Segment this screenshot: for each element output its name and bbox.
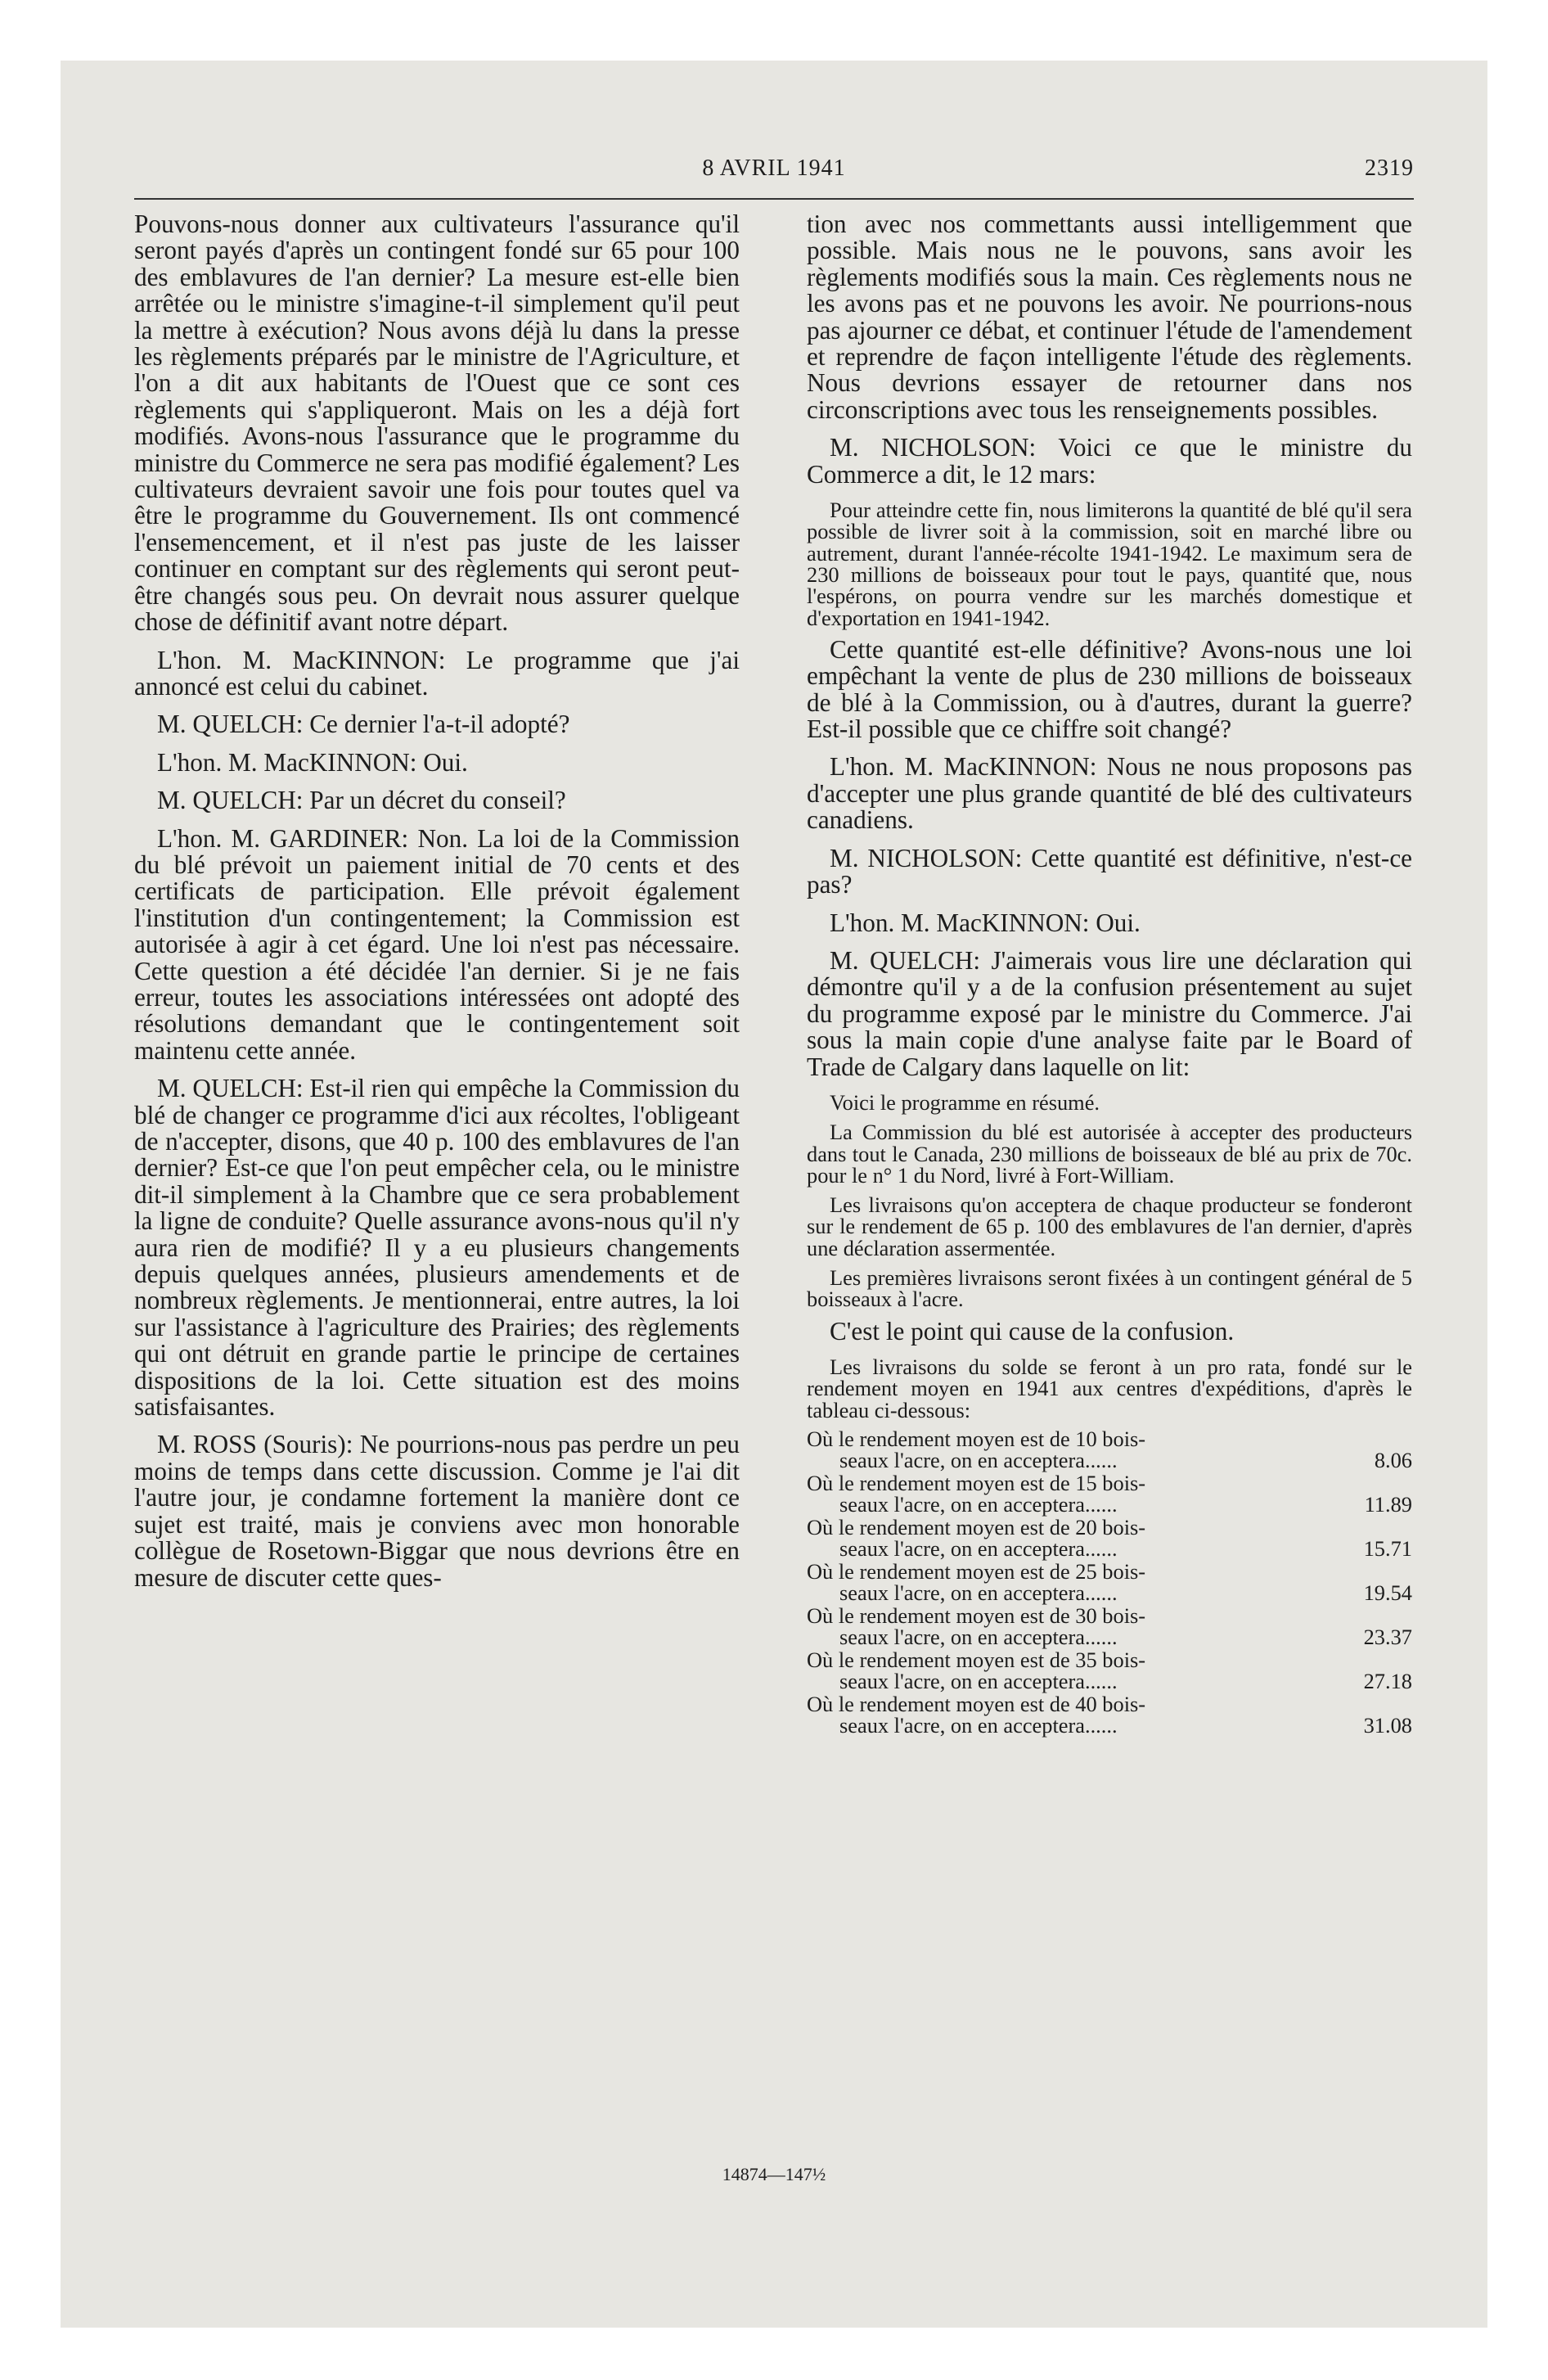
yield-row-text: seaux l'acre, on en acceptera...... (839, 1713, 1118, 1738)
quotation: Les premières livraisons seront fixées à un contingent général de 5 boisseaux à l'acre. (807, 1265, 1412, 1312)
page-number: 2319 (1365, 156, 1414, 181)
yield-row-value: 8.06 (1374, 1447, 1412, 1472)
yield-row-value: 27.18 (1363, 1669, 1412, 1694)
paragraph: Pouvons-nous donner aux cultivateurs l'assurance qu'il seront payés d'après un contingent fondé sur 65 pour 100 des emblavures de l'an dernier? La mesure est-elle bien arrêtée ou le ministre s'imagine-t-il simplement qu'il peut la mettre à exécution? Nous avons déjà lu dans la presse les règlements préparés par le ministre de l'Agriculture, et l'on a dit aux habitants de l'Ouest que ce sont ces règlements qui s'appliqueront. Mais on les a déjà fort modifiés. Avons-nous l'assurance que le programme du ministre du Commerce ne sera pas modifié également? Les cultivateurs devraient savoir une fois pour toutes quel va être le programme du Gouvernement. Ils ont commencé l'ensemencement, et il n'est pas juste de les laisser continuer en comptant sur des règlements qui seront peut-être changés sous peu. On devrait nous assurer quelque chose de définitif avant notre départ. (134, 210, 740, 637)
paragraph: L'hon. M. MacKINNON: Oui. (830, 908, 1141, 937)
paragraph: M. QUELCH: Par un décret du conseil? (157, 786, 566, 815)
yield-row-text: Où le rendement moyen est de 25 bois- (807, 1559, 1146, 1584)
quotation: Les livraisons qu'on acceptera de chaque producteur se fonderont sur le rendement de 65 p. 100 des emblavures de l'an dernier, d'après une déclaration assermentée. (807, 1192, 1412, 1260)
yield-row (807, 1473, 1412, 1516)
paragraph: M. NICHOLSON: Cette quantité est définitive, n'est-ce pas? (807, 843, 1412, 899)
yield-row (807, 1603, 1412, 1650)
header-rule (134, 198, 1414, 200)
text-columns (134, 211, 1414, 2143)
yield-row-text: seaux l'acre, on en acceptera...... (839, 1580, 1118, 1605)
paragraph: L'hon. M. MacKINNON: Nous ne nous proposons pas d'accepter une plus grande quantité de blé des cultivateurs canadiens. (807, 752, 1412, 835)
yield-table (807, 1426, 1412, 1738)
paragraph: M. NICHOLSON: Voici ce que le ministre du Commerce a dit, le 12 mars: (807, 433, 1412, 489)
yield-row-value: 19.54 (1363, 1580, 1412, 1605)
paragraph: C'est le point qui cause de la confusion. (830, 1316, 1235, 1346)
yield-row-text: seaux l'acre, on en acceptera...... (839, 1669, 1118, 1694)
yield-row (807, 1517, 1412, 1560)
paragraph: L'hon. M. MacKINNON: Le programme que j'ai annoncé est celui du cabinet. (134, 645, 740, 701)
yield-row (807, 1559, 1412, 1605)
quotation: La Commission du blé est autorisée à accepter des producteurs dans tout le Canada, 230 millions de boisseaux de blé au prix de 70c. pour le n° 1 du Nord, livré à Fort-William. (807, 1120, 1412, 1188)
yield-row (807, 1426, 1412, 1472)
yield-row-text: Où le rendement moyen est de 35 bois- (807, 1648, 1146, 1673)
yield-row-text: Où le rendement moyen est de 15 bois- (807, 1471, 1146, 1495)
page-header (134, 156, 1414, 193)
printer-signature: 14874—147½ (722, 2164, 826, 2184)
paragraph: M. ROSS (Souris): Ne pourrions-nous pas perdre un peu moins de temps dans cette discussion. Comme je l'ai dit l'autre jour, je condamne fortement la manière dont ce sujet est traité, mais je conviens avec mon honorable collègue de Rosetown-Biggar que nous devrions être en mesure de discuter cette ques- (134, 1430, 740, 1592)
paragraph: L'hon. M. GARDINER: Non. La loi de la Commission du blé prévoit un paiement initial de 70 cents et des certificats de participation. Elle prévoit également l'institution d'un contingentement; la Commission est autorisée à agir à cet égard. Une loi n'est pas nécessaire. Cette question a été décidée l'an dernier. Si je ne fais erreur, toutes les associations intéressées ont adopté des résolutions demandant que le contingentement soit maintenu cette année. (134, 823, 740, 1065)
yield-row-text: seaux l'acre, on en acceptera...... (839, 1625, 1118, 1650)
paragraph: M. QUELCH: Ce dernier l'a-t-il adopté? (157, 710, 570, 739)
quotation: Voici le programme en résumé. (830, 1089, 1100, 1115)
yield-row-text: seaux l'acre, on en acceptera...... (839, 1535, 1118, 1561)
quotation: Pour atteindre cette fin, nous limiterons la quantité de blé qu'il sera possible de livrer soit à la commission, soit en marché libre ou autrement, durant l'année-récolte 1941-1942. Le maximum sera de 230 millions de boisseaux pour tout le pays, quantité que, nous l'espérons, on pourra vendre sur les marchés domestique et d'exportation en 1941-1942. (807, 498, 1412, 630)
paragraph: M. QUELCH: Est-il rien qui empêche la Commission du blé de changer ce programme d'ici aux récoltes, l'obligeant de n'accepter, disons, que 40 p. 100 des emblavures de l'an dernier? Est-ce que l'on peut empêcher cela, ou le ministre dit-il simplement à la Chambre que ce sera probablement la ligne de conduite? Quelle assurance avons-nous qu'il n'y aura rien de modifié? Il y a eu plusieurs changements depuis quelques années, plusieurs amendements et de nombreux règlements. Je mentionnerai, entre autres, la loi sur l'assistance à l'agriculture des Prairies; des règlements qui ont détruit en grande partie le principe de certaines dispositions de la loi. Cette situation est des moins satisfaisantes. (134, 1074, 740, 1422)
yield-row-text: seaux l'acre, on en acceptera...... (839, 1491, 1118, 1517)
hansard-page (134, 156, 1414, 2251)
paragraph: Cette quantité est-elle définitive? Avons-nous une loi empêchant la vente de plus de 230 millions de boisseaux de blé à la Commission, ou à d'autres, durant la guerre? Est-il possible que ce chiffre soit changé? (807, 634, 1412, 744)
yield-row-text: Où le rendement moyen est de 10 bois- (807, 1426, 1146, 1451)
yield-row-text: Où le rendement moyen est de 20 bois- (807, 1515, 1146, 1540)
yield-row-value: 11.89 (1364, 1491, 1412, 1517)
right-column (807, 211, 1412, 1739)
yield-row-value: 23.37 (1363, 1625, 1412, 1650)
left-column (134, 211, 740, 1602)
yield-row-text: Où le rendement moyen est de 30 bois- (807, 1603, 1146, 1629)
yield-row-value: 31.08 (1363, 1713, 1412, 1738)
yield-row-text: seaux l'acre, on en acceptera...... (839, 1447, 1118, 1472)
quotation: Les livraisons du solde se feront à un pro rata, fondé sur le rendement moyen en 1941 aux centres d'expéditions, d'après le tableau ci-dessous: (807, 1355, 1412, 1422)
yield-row-value: 15.71 (1363, 1535, 1412, 1561)
yield-row-text: Où le rendement moyen est de 40 bois- (807, 1692, 1146, 1717)
paragraph: M. QUELCH: J'aimerais vous lire une déclaration qui démontre qu'il y a de la confusion présentement au sujet du programme exposé par le ministre du Commerce. J'ai sous la main copie d'une analyse faite par le Board of Trade de Calgary dans laquelle on lit: (807, 945, 1412, 1081)
paragraph: L'hon. M. MacKINNON: Oui. (157, 747, 468, 777)
paragraph: tion avec nos commettants aussi intelligemment que possible. Mais nous ne le pouvons, sans avoir les règlements modifiés sous la main. Ces règlements nous ne les avons pas et ne pouvons les avoir. Ne pourrions-nous pas ajourner ce débat, et continuer l'étude de l'amendement et reprendre de façon intelligente l'étude des règlements. Nous devrions essayer de retourner dans nos circonscriptions avec tous les renseignements possibles. (807, 210, 1412, 424)
yield-row (807, 1650, 1412, 1693)
header-date: 8 AVRIL 1941 (702, 156, 846, 181)
yield-row (807, 1694, 1412, 1737)
